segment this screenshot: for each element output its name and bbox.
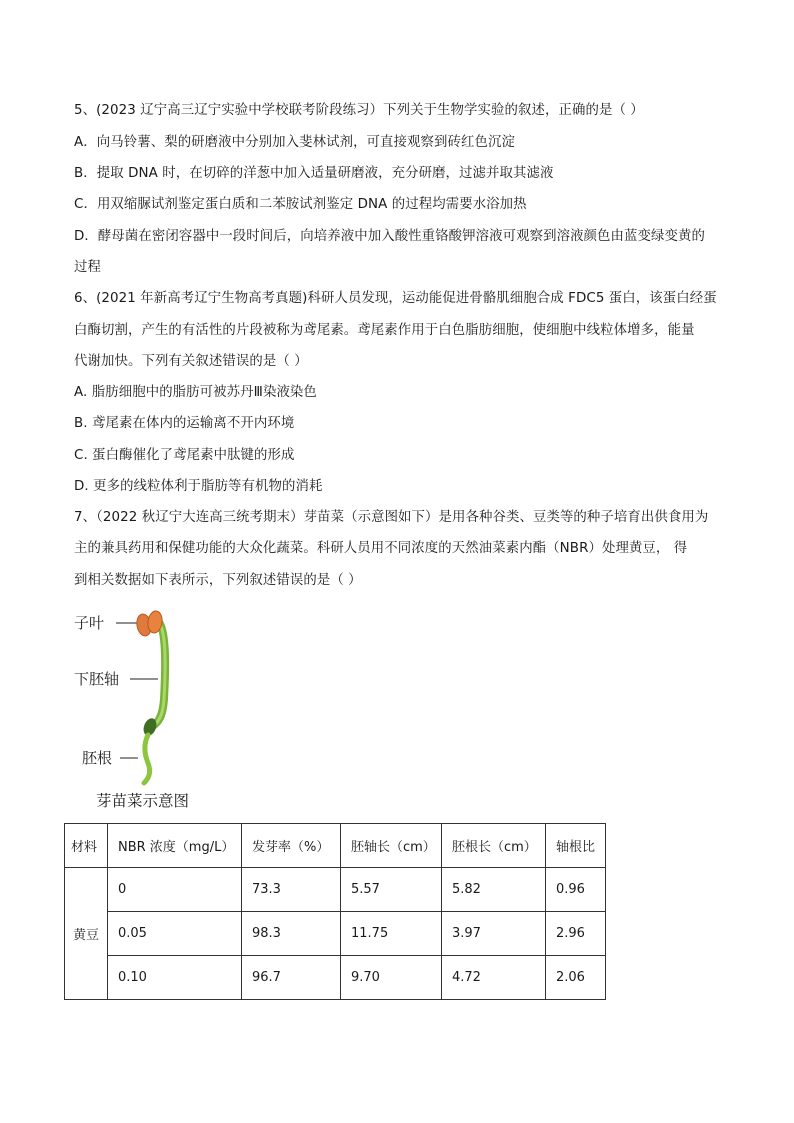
figure-caption: 芽苗菜示意图: [96, 792, 190, 810]
radicle-label: 胚根: [82, 749, 113, 767]
sprout-diagram: [74, 603, 254, 813]
hypocotyl-label: 下胚轴: [74, 670, 120, 688]
question-6-stem-line-2: 白酶切割，产生的有活性的片段被称为鸢尾素。鸢尾素作用于白色脂肪细胞，使细胞中线粒体增多，能量: [74, 323, 695, 338]
table-cell: 98.3: [242, 912, 341, 956]
table-cell: 0: [108, 868, 242, 912]
table-cell: 0.05: [108, 912, 242, 956]
nbr-data-table: [64, 823, 606, 1000]
table-cell: 73.3: [242, 868, 341, 912]
table-cell: 0.10: [108, 956, 242, 1000]
cotyledon-label: 子叶: [74, 614, 105, 632]
material-cell: 黄豆: [65, 868, 108, 1000]
question-5-option-d: D．酵母菌在密闭容器中一段时间后，向培养液中加入酸性重铬酸钾溶液可观察到溶液颜色由蓝变绿变黄的: [74, 229, 705, 244]
table-cell: 2.96: [546, 912, 606, 956]
table-row: [65, 868, 606, 912]
table-header-cell: 胚根长（cm）: [442, 824, 546, 868]
question-5-option-b: B．提取 DNA 时，在切碎的洋葱中加入适量研磨液，充分研磨，过滤并取其滤液: [74, 166, 554, 181]
question-5-option-d-continued: 过程: [74, 260, 101, 275]
table-cell: 5.82: [442, 868, 546, 912]
question-7-stem: 7、（2022 秋辽宁大连高三统考期末）芽苗菜（示意图如下）是用各种谷类、豆类等的种子培育出供食用为: [74, 510, 709, 525]
question-5-option-c: C．用双缩脲试剂鉴定蛋白质和二苯胺试剂鉴定 DNA 的过程均需要水浴加热: [74, 197, 527, 212]
table-cell: 96.7: [242, 956, 341, 1000]
question-7-stem-line-3: 到相关数据如下表所示，下列叙述错误的是（ ）: [74, 573, 362, 588]
radicle-root: [144, 735, 150, 783]
table-header-cell: 材料: [65, 824, 108, 868]
question-6-stem: 6、(2021 年新高考辽宁生物高考真题)科研人员发现，运动能促进骨骼肌细胞合成 FDC5 蛋白，该蛋白经蛋: [74, 291, 717, 306]
table-row: [65, 956, 606, 1000]
table-cell: 3.97: [442, 912, 546, 956]
table-cell: 11.75: [341, 912, 442, 956]
table-header-cell: 轴根比: [546, 824, 606, 868]
question-6-option-d: D. 更多的线粒体利于脂肪等有机物的消耗: [74, 479, 323, 494]
table-row: [65, 912, 606, 956]
question-6-option-c: C. 蛋白酶催化了鸢尾素中肽键的形成: [74, 448, 295, 463]
question-5-option-a: A．向马铃薯、梨的研磨液中分别加入斐林试剂，可直接观察到砖红色沉淀: [74, 135, 515, 150]
question-6-stem-line-3: 代谢加快。下列有关叙述错误的是（ ）: [74, 354, 308, 369]
table-cell: 2.06: [546, 956, 606, 1000]
table-header-cell: 胚轴长（cm）: [341, 824, 442, 868]
question-7-stem-line-2: 主的兼具药用和保健功能的大众化蔬菜。科研人员用不同浓度的天然油菜素内酯（NBR）处理黄豆， 得: [74, 541, 688, 556]
table-cell: 9.70: [341, 956, 442, 1000]
question-5-stem: 5、(2023 辽宁高三辽宁实验中学校联考阶段练习）下列关于生物学实验的叙述，正确的是（ ）: [74, 103, 644, 118]
table-cell: 0.96: [546, 868, 606, 912]
table-header-row: [65, 824, 606, 868]
table-cell: 5.57: [341, 868, 442, 912]
question-6-option-b: B. 鸢尾素在体内的运输离不开内环境: [74, 416, 295, 431]
table-header-cell: NBR 浓度（mg/L）: [108, 824, 242, 868]
table-cell: 4.72: [442, 956, 546, 1000]
table-header-cell: 发芽率（%）: [242, 824, 341, 868]
question-6-option-a: A. 脂肪细胞中的脂肪可被苏丹Ⅲ染液染色: [74, 385, 317, 400]
